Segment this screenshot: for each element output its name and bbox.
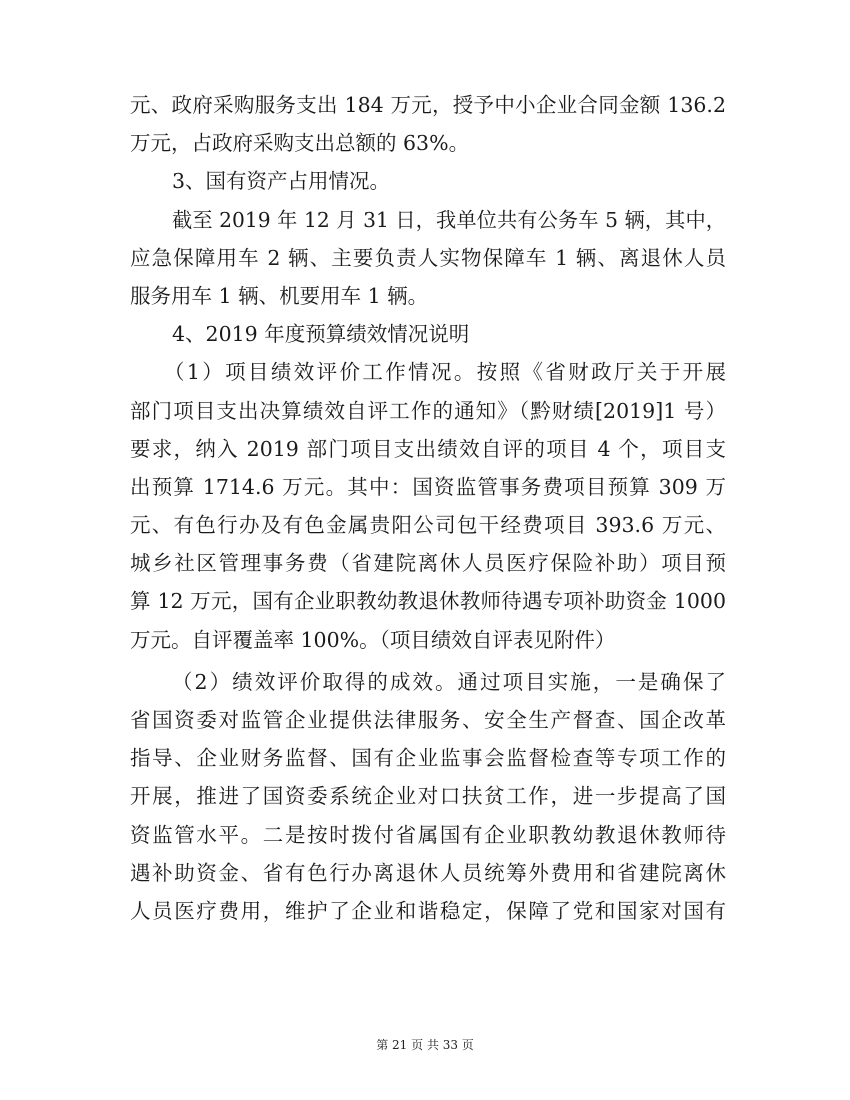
document-body: [130, 86, 726, 930]
section-heading: 3、国有资产占用情况。: [172, 169, 391, 194]
text-line: 算 12 万元，国有企业职教幼教退休教师待遇专项补助资金 1000: [130, 589, 726, 614]
text-line: （2）绩效评价取得的成效。通过项目实施，一是确保了: [172, 669, 726, 694]
text-line: 部门项目支出决算绩效自评工作的通知》（黔财绩[2019]1 号）: [130, 398, 726, 423]
page-number-label: 第 21 页 共 33 页: [376, 1038, 474, 1052]
text-line: 资监管水平。二是按时拨付省属国有企业职教幼教退休教师待: [130, 822, 726, 847]
text-line: 万元，占政府采购支出总额的 63%。: [130, 131, 470, 156]
text-line: 服务用车 1 辆、机要用车 1 辆。: [130, 283, 429, 308]
text-line: 省国资委对监管企业提供法律服务、安全生产督查、国企改革: [130, 708, 726, 732]
text-line: 万元。自评覆盖率 100%。（项目绩效自评表见附件）: [130, 627, 616, 652]
text-line: 应急保障用车 2 辆、主要负责人实物保障车 1 辆、离退休人员: [130, 245, 726, 270]
paragraph-4: [130, 315, 726, 353]
text-line: 元、有色行办及有色金属贵阳公司包干经费项目 393.6 万元、: [130, 513, 726, 538]
paragraph-2: [130, 162, 726, 200]
text-line: 城乡社区管理事务费（省建院离休人员医疗保险补助）项目预: [130, 551, 726, 576]
paragraph-6: [130, 663, 726, 930]
section-heading: 4、2019 年度预算绩效情况说明: [172, 322, 470, 347]
paragraph-3: [130, 201, 726, 316]
text-line: 要求，纳入 2019 部门项目支出绩效自评的项目 4 个，项目支: [130, 436, 726, 461]
text-line: 元、政府采购服务支出 184 万元，授予中小企业合同金额 136.2: [130, 93, 726, 117]
page-footer: [0, 1036, 850, 1053]
text-line: 遇补助资金、省有色行办离退休人员统筹外费用和省建院离休: [130, 860, 726, 885]
text-line: 截至 2019 年 12 月 31 日，我单位共有公务车 5 辆，其中，: [172, 207, 726, 232]
text-line: （1）项目绩效评价工作情况。按照《省财政厅关于开展: [164, 360, 726, 385]
text-line: 人员医疗费用，维护了企业和谐稳定，保障了党和国家对国有: [130, 898, 726, 923]
paragraph-5: [130, 353, 726, 659]
paragraph-1: [130, 86, 726, 162]
text-line: 指导、企业财务监督、国有企业监事会监督检查等专项工作的: [130, 746, 726, 771]
text-line: 开展，推进了国资委系统企业对口扶贫工作，进一步提高了国: [130, 784, 726, 809]
text-line: 出预算 1714.6 万元。其中：国资监管事务费项目预算 309 万: [130, 474, 726, 499]
